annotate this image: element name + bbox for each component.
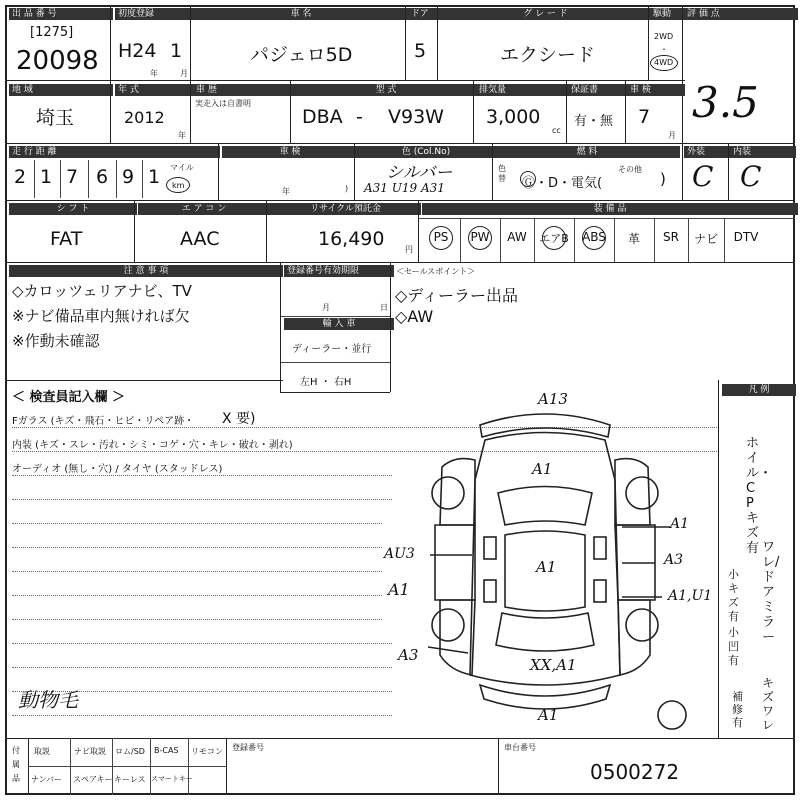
equipment-item-sr: SR — [663, 230, 679, 244]
header-label-notes: 注 意 事 項 — [9, 265, 283, 277]
header-label-recycle: リサイクル預託金 — [270, 203, 421, 215]
rule — [12, 523, 382, 524]
rule — [218, 143, 219, 200]
rule — [682, 5, 683, 143]
header-label-grade: グ レ ー ド — [440, 8, 651, 20]
rule — [12, 499, 392, 500]
damage-mark-right-door-front: A3 — [664, 552, 684, 568]
spec-note: 実走入は自書明 — [195, 99, 251, 108]
rule — [12, 667, 392, 668]
drive-2wd: 2WD — [654, 32, 674, 41]
rule — [688, 218, 689, 262]
inspector-line: 内装 (キズ・スレ・汚れ・シミ・コゲ・穴・キレ・破れ・剥れ) — [12, 440, 293, 451]
damage-mark-front-right: A1 — [670, 516, 690, 532]
equipment-item-aw: AW — [507, 230, 527, 244]
header-label-year: 年 式 — [115, 84, 193, 96]
header-label-model: 型 式 — [293, 84, 479, 96]
inspection-month: 7 — [638, 106, 651, 128]
recycle-value: 16,490 — [318, 228, 385, 250]
rule — [473, 80, 474, 143]
rule — [625, 80, 626, 143]
equipment-item-pw: PW — [470, 230, 490, 244]
recycle-unit: 円 — [405, 245, 413, 254]
damage-mark-right-door-rear: A1,U1 — [668, 588, 713, 604]
header-label-equipment: 装 備 品 — [422, 203, 798, 215]
chassis-number-label: 車台番号 — [504, 743, 536, 752]
header-label-aircon: エ ア コ ン — [138, 203, 270, 215]
fuel-other-label: その他 — [618, 165, 642, 174]
header-label-inspection-date: 車 検 — [222, 146, 358, 158]
color-value: シルバー — [386, 163, 453, 183]
rule — [34, 160, 35, 198]
rule — [142, 160, 143, 198]
lot-number: 20098 — [16, 46, 99, 76]
header-label-carname: 車 名 — [193, 8, 409, 20]
header-label-registration: 登録番号有効期限 — [284, 265, 394, 277]
mileage-digit: 9 — [122, 166, 135, 188]
rule — [566, 80, 567, 143]
inspection-date-paren: ) — [345, 184, 349, 193]
model-code: V93W — [388, 106, 444, 128]
legend-text-2: ワレ/ドアミラー — [762, 540, 780, 645]
rule — [5, 262, 795, 263]
damage-mark-hood: A1 — [532, 460, 553, 478]
damage-mark-left-front: AU3 — [384, 546, 415, 562]
equipment-airbag-circle — [542, 226, 566, 250]
rule — [290, 80, 291, 143]
rule — [110, 80, 111, 143]
dealer-service: ディーラー・並行 — [292, 344, 372, 355]
model-year-suffix: 年 — [178, 131, 186, 140]
first-reg-era: H24 — [118, 40, 157, 62]
rule — [418, 218, 795, 219]
chassis-number: 0500272 — [590, 760, 680, 784]
rule — [654, 218, 655, 262]
damage-mark-bottom: A1 — [538, 706, 559, 724]
accessory-item: 取説 — [34, 747, 50, 756]
model-prefix: DBA — [302, 106, 343, 128]
rule — [12, 619, 382, 620]
header-label-legend: 凡 例 — [722, 384, 796, 396]
first-reg-month: 1 — [170, 40, 183, 62]
drive-4wd: 4WD — [654, 58, 674, 67]
sales-point: ◇ディーラー出品 — [395, 286, 519, 305]
header-label-first-reg: 初度登録 — [115, 8, 193, 20]
rule — [534, 218, 535, 262]
footer-side-label: 付属品 — [12, 746, 20, 783]
mileage-digit: 1 — [148, 166, 161, 188]
rule — [70, 738, 71, 795]
inspector-line-mark: X 要) — [222, 411, 256, 427]
rule — [728, 143, 729, 200]
warranty-yes-no: 有・無 — [574, 114, 614, 129]
rule — [418, 200, 419, 262]
displacement-value: 3,000 — [486, 106, 541, 128]
header-label-lot: 出 品 番 号 — [9, 8, 113, 20]
damage-mark-roof: A1 — [536, 558, 557, 576]
mileage-digit: 6 — [96, 166, 109, 188]
rule — [405, 5, 406, 80]
rule — [190, 80, 191, 143]
rule — [5, 380, 283, 381]
color-change-label: 色替 — [498, 164, 506, 183]
sales-point: ◇AW — [395, 307, 434, 326]
legend-text-5: キズワレ — [762, 676, 775, 732]
rule — [5, 738, 795, 739]
rule — [460, 218, 461, 262]
rule — [110, 5, 111, 80]
registration-day: 日 — [380, 303, 388, 312]
rule — [5, 200, 795, 201]
equipment-item-abs: ABS — [582, 230, 606, 244]
km-label: km — [172, 181, 185, 190]
header-label-fuel: 燃 料 — [494, 146, 680, 158]
rule — [280, 392, 390, 393]
accessory-item: ロム/SD — [115, 747, 145, 756]
header-label-shift: シ フ ト — [9, 203, 137, 215]
rule — [28, 766, 226, 767]
equipment-abs-circle — [582, 226, 606, 250]
notes-line: ※ナビ備品車内無ければ欠 — [12, 307, 190, 325]
header-label-spec: 車 歴 — [193, 84, 294, 96]
mileage-digit: 1 — [40, 166, 53, 188]
header-label-sales-point: ＜セールスポイント＞ — [396, 267, 476, 276]
inspection-suffix: 月 — [668, 131, 676, 140]
door-count: 5 — [414, 40, 427, 62]
drive-4wd-circle — [650, 55, 678, 71]
header-label-mileage: 走 行 距 離 — [9, 146, 220, 158]
fuel-gasoline-circle — [520, 171, 536, 187]
rule — [437, 5, 438, 80]
rule — [724, 218, 725, 262]
registration-month: 月 — [322, 303, 330, 312]
rule — [112, 738, 113, 795]
accessory-item: B-CAS — [154, 746, 179, 755]
accessory-item: キーレス — [114, 775, 146, 784]
rule — [12, 691, 392, 692]
accessory-item: ナンバー — [31, 775, 63, 784]
rule — [614, 218, 615, 262]
header-label-inspection: 車 検 — [627, 84, 685, 96]
rule — [280, 262, 281, 392]
header-label-doors: ドア — [408, 8, 442, 20]
damage-mark-rear-left: A3 — [398, 646, 419, 664]
legend-box — [718, 380, 795, 738]
rule — [500, 218, 501, 262]
legend-text-3: 小キズ有 — [728, 568, 739, 623]
equipment-item-navi: ナビ — [693, 232, 718, 246]
equipment-item-leather: 革 — [627, 232, 640, 246]
equipment-item-ps: PS — [433, 230, 449, 244]
header-label-score: 評 価 点 — [684, 8, 798, 20]
legend-text-1: ホイル・CPキズ有 — [746, 436, 773, 556]
rule — [134, 200, 135, 262]
lot-label: [1275] — [30, 25, 74, 40]
mileage-digit: 7 — [66, 166, 79, 188]
mile-label: マイル — [170, 163, 194, 172]
first-reg-year-suffix: 年 — [150, 69, 158, 78]
interior-grade: C — [740, 160, 762, 193]
registration-number-label: 登録番号 — [232, 743, 264, 752]
rule — [88, 160, 89, 198]
rule — [150, 738, 151, 795]
displacement-unit: cc — [552, 126, 561, 135]
accessory-item: スペアキー — [73, 775, 113, 784]
equipment-pw-circle — [468, 226, 492, 250]
accessory-item: スマートキー — [151, 775, 193, 783]
first-reg-month-suffix: 月 — [180, 69, 188, 78]
score-value: 3.5 — [692, 78, 759, 127]
notes-line: ◇カロッツェリアナビ、TV — [12, 282, 192, 300]
inspector-handwriting: 動物毛 — [18, 688, 78, 712]
equipment-ps-circle — [429, 226, 453, 250]
header-label-region: 地 域 — [9, 84, 113, 96]
notes-line: ※作動未確認 — [12, 332, 100, 350]
rule — [492, 143, 493, 200]
mileage-digit: 2 — [14, 166, 27, 188]
rule — [354, 143, 355, 200]
aircon-value: AAC — [180, 228, 220, 250]
shift-value: FAT — [50, 228, 83, 250]
inspector-line: Fガラス (キズ・飛石・ヒビ・リペア跡・ — [12, 416, 195, 427]
rule — [12, 643, 392, 644]
car-name: パジェロ5D — [250, 44, 353, 66]
model-dash: - — [356, 106, 363, 128]
rule — [12, 475, 392, 476]
rule — [12, 571, 382, 572]
accessory-item: リモコン — [191, 747, 223, 756]
rule — [498, 738, 499, 795]
rule — [5, 80, 685, 81]
accessory-item: ナビ取説 — [74, 747, 106, 756]
color-code: A31 U19 A31 — [364, 181, 445, 195]
rule — [574, 218, 575, 262]
inspector-heading: ＜ 検査員記入欄 ＞ — [12, 390, 126, 405]
damage-mark-top: A13 — [538, 390, 568, 408]
km-circle — [166, 177, 190, 193]
rule — [280, 362, 390, 363]
header-label-color: 色 (Col.No) — [356, 146, 496, 158]
exterior-grade: C — [692, 160, 714, 193]
header-label-exterior: 外装 — [684, 146, 732, 158]
rule — [280, 316, 390, 317]
rule — [226, 738, 227, 795]
damage-mark-trunk: XX,A1 — [530, 656, 577, 674]
rule — [60, 160, 61, 198]
header-label-displacement: 排気量 — [476, 84, 570, 96]
rule — [390, 262, 391, 392]
header-label-interior: 内装 — [730, 146, 796, 158]
rule — [12, 595, 382, 596]
equipment-item-dtv: DTV — [733, 230, 759, 244]
rule — [12, 547, 382, 548]
rule — [12, 715, 392, 716]
rule — [188, 738, 189, 795]
drive-dot: ・ — [660, 45, 668, 54]
rule — [648, 5, 649, 80]
model-year-value: 2012 — [124, 108, 165, 127]
header-label-import: 輸 入 車 — [284, 318, 394, 330]
fuel-options: Ⓖ・D・電気( — [522, 176, 603, 191]
header-label-yesno: 保証書 — [568, 84, 629, 96]
steering-side: 左H ・ 右H — [300, 377, 352, 388]
rule — [5, 143, 795, 144]
legend-text-6: 補修有 — [732, 690, 743, 729]
inspector-line: オーディオ (無し・穴) / タイヤ (スタッドレス) — [12, 464, 223, 475]
rule — [116, 160, 117, 198]
inspection-date-year-suffix: 年 — [282, 187, 290, 196]
rule — [266, 200, 267, 262]
rule — [190, 5, 191, 80]
legend-text-4: 小凹有 — [728, 626, 739, 667]
region-value: 埼玉 — [36, 107, 75, 129]
header-label-drive: 駆動 — [650, 8, 686, 20]
rule — [682, 143, 683, 200]
damage-mark-left-rear: A1 — [388, 580, 410, 599]
grade-value: エクシード — [500, 44, 596, 66]
fuel-close: ) — [660, 170, 666, 188]
equipment-item-airbag: エアB — [539, 232, 569, 245]
